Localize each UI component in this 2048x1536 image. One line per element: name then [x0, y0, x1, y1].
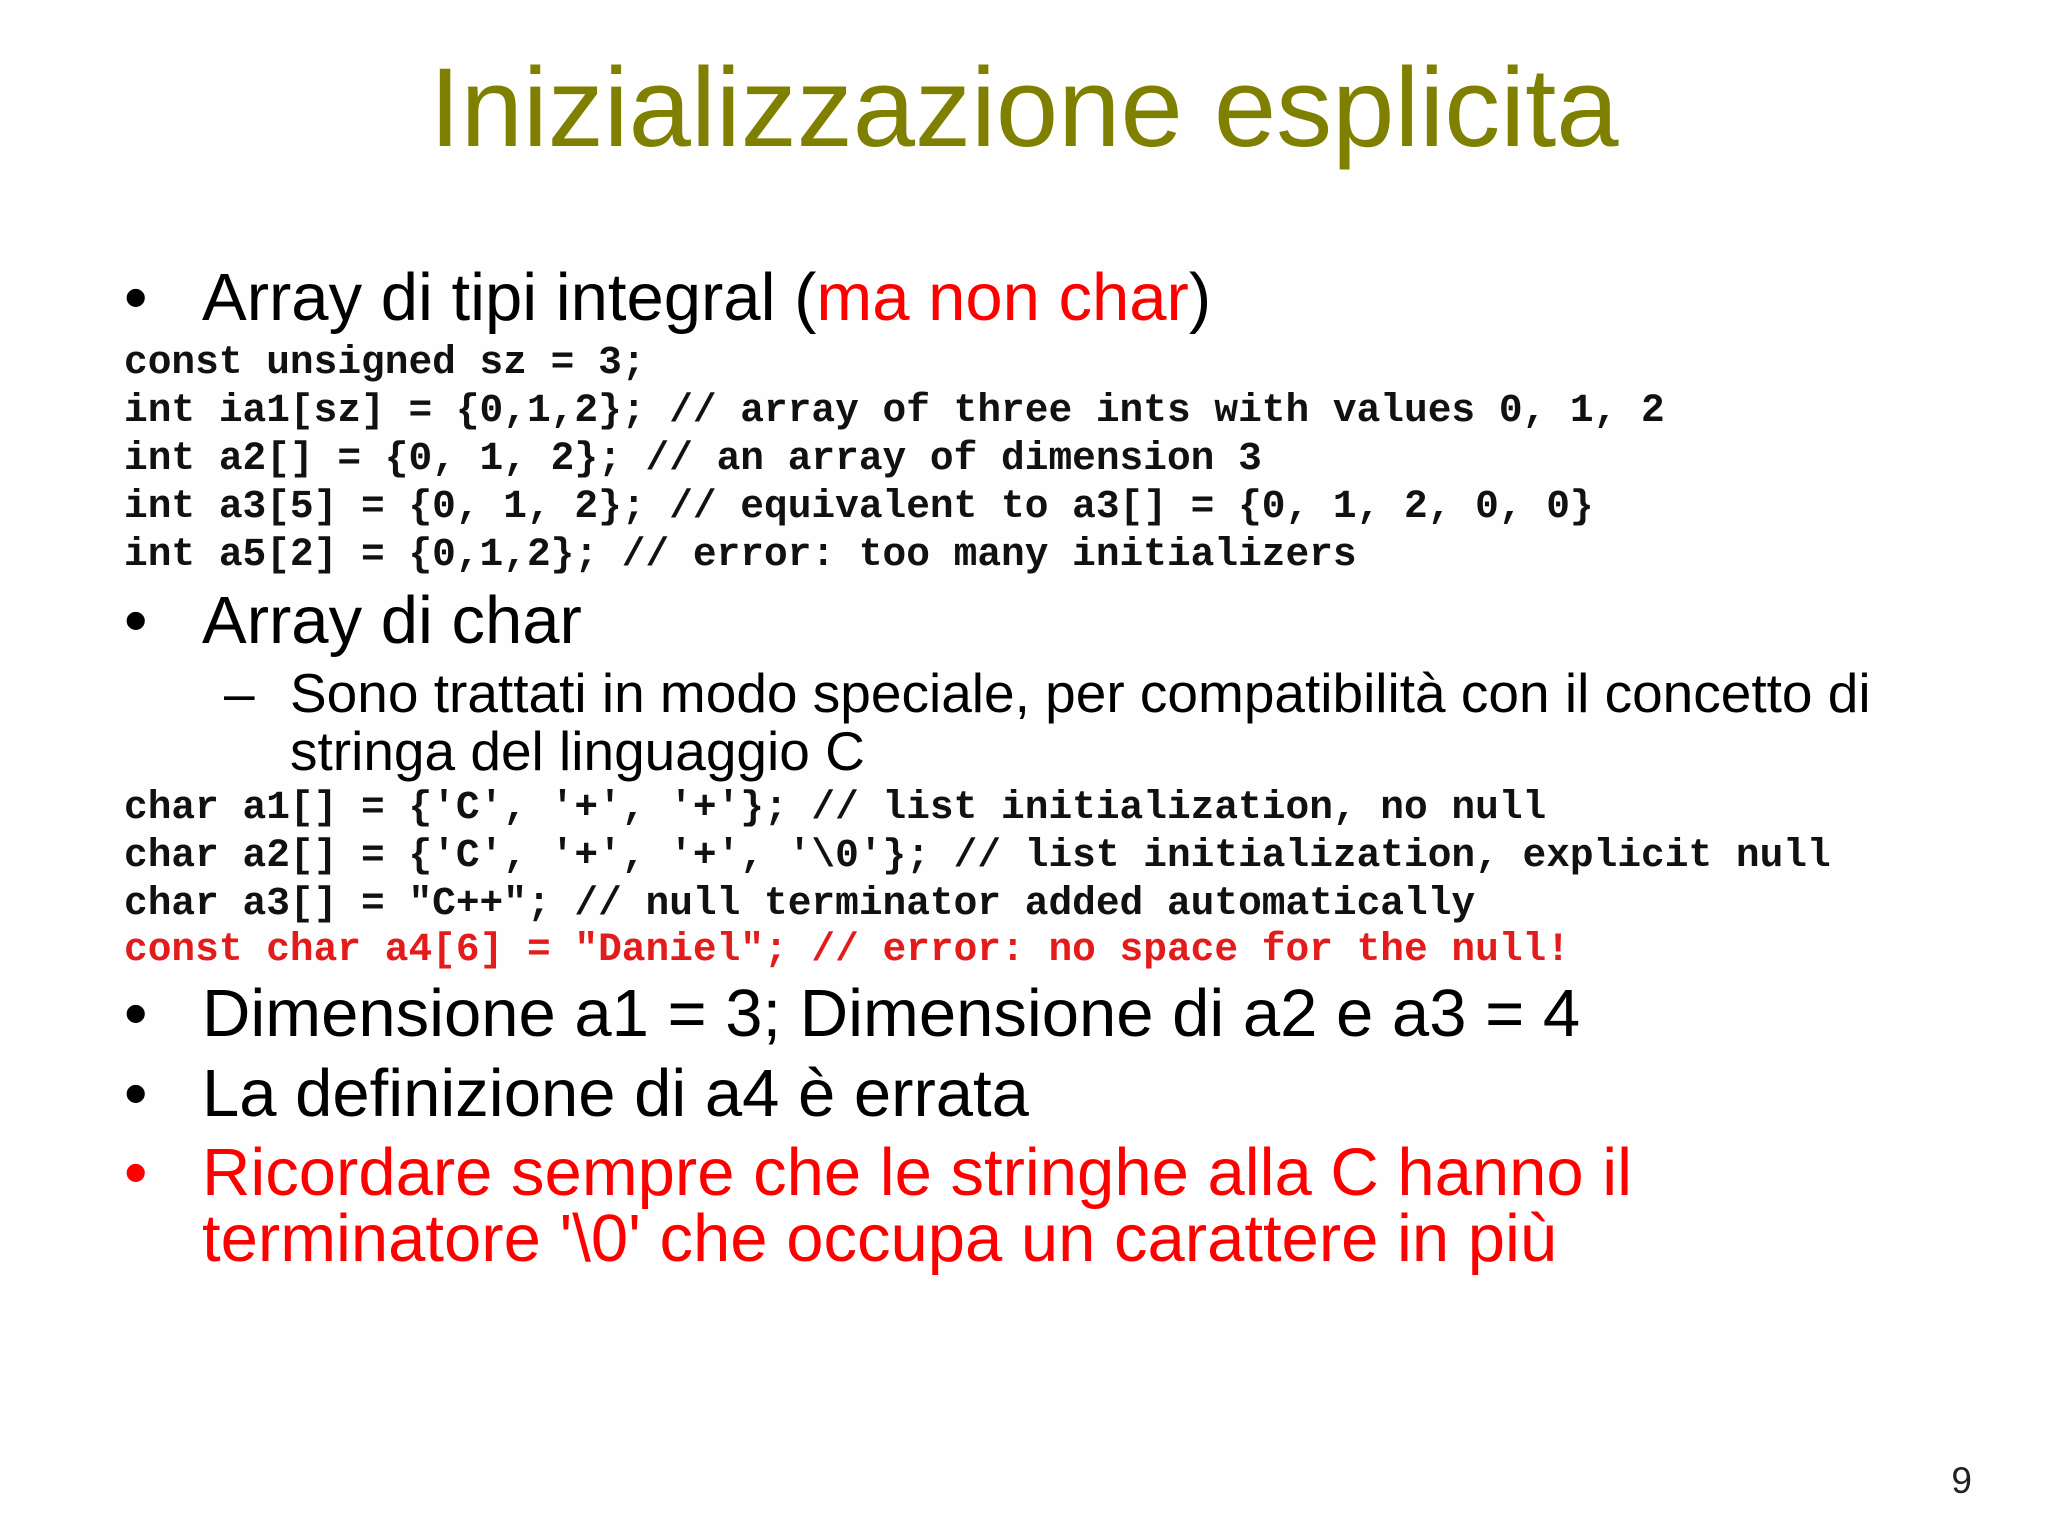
- code-line: int ia1[sz] = {0,1,2}; // array of three ints with values 0, 1, 2: [124, 388, 1665, 433]
- page-number: 9: [1951, 1460, 1972, 1501]
- bullet-text-line: Ricordare sempre che le stringhe alla C hanno il: [202, 1135, 1633, 1210]
- bullet-text: La definizione di a4 è errata: [202, 1056, 1029, 1131]
- bullet-a4-wrong: [124, 1058, 1029, 1130]
- bullet-text: Dimensione a1 = 3; Dimensione di a2 e a3 = 4: [202, 976, 1581, 1051]
- bullet-text: Array di tipi integral (: [202, 260, 817, 335]
- code-line: char a3[] = "C++"; // null terminator added automatically: [124, 881, 1476, 926]
- sub-bullet-special-treatment: [224, 664, 1871, 780]
- bullet-marker: •: [124, 1056, 148, 1131]
- slide-title: Inizializzazione esplicita: [429, 45, 1619, 170]
- bullet-remember-terminator: [124, 1135, 1633, 1276]
- bullet-char-arrays: [124, 585, 582, 657]
- code-line: char a2[] = {'C', '+', '+', '\0'}; // list initialization, explicit null: [124, 833, 1831, 878]
- bullet-suffix: ): [1188, 260, 1212, 335]
- bullet-highlight: ma non char: [816, 260, 1189, 335]
- bullet-text-line: terminatore '\0' che occupa un carattere in più: [202, 1201, 1558, 1276]
- bullet-marker: •: [124, 583, 148, 658]
- bullet-marker: •: [124, 976, 148, 1051]
- code-line: int a3[5] = {0, 1, 2}; // equivalent to a3[] = {0, 1, 2, 0, 0}: [124, 484, 1594, 529]
- bullet-marker: •: [124, 1135, 148, 1210]
- code-line: char a1[] = {'C', '+', '+'}; // list initialization, no null: [124, 785, 1547, 830]
- bullet-integral-arrays: [124, 262, 1211, 334]
- code-line: int a5[2] = {0,1,2}; // error: too many initializers: [124, 532, 1357, 577]
- code-line: const unsigned sz = 3;: [124, 340, 646, 385]
- dash-marker: –: [224, 662, 255, 724]
- bullet-text: Array di char: [202, 583, 582, 658]
- bullet-marker: •: [124, 260, 148, 335]
- bullet-dimensions: [124, 978, 1580, 1050]
- code-line: int a2[] = {0, 1, 2}; // an array of dimension 3: [124, 436, 1262, 481]
- code-line-error: const char a4[6] = "Daniel"; // error: no space for the null!: [124, 927, 1570, 972]
- sub-bullet-line: stringa del linguaggio C: [290, 720, 865, 782]
- sub-bullet-line: Sono trattati in modo speciale, per compatibilità con il concetto di: [290, 662, 1871, 724]
